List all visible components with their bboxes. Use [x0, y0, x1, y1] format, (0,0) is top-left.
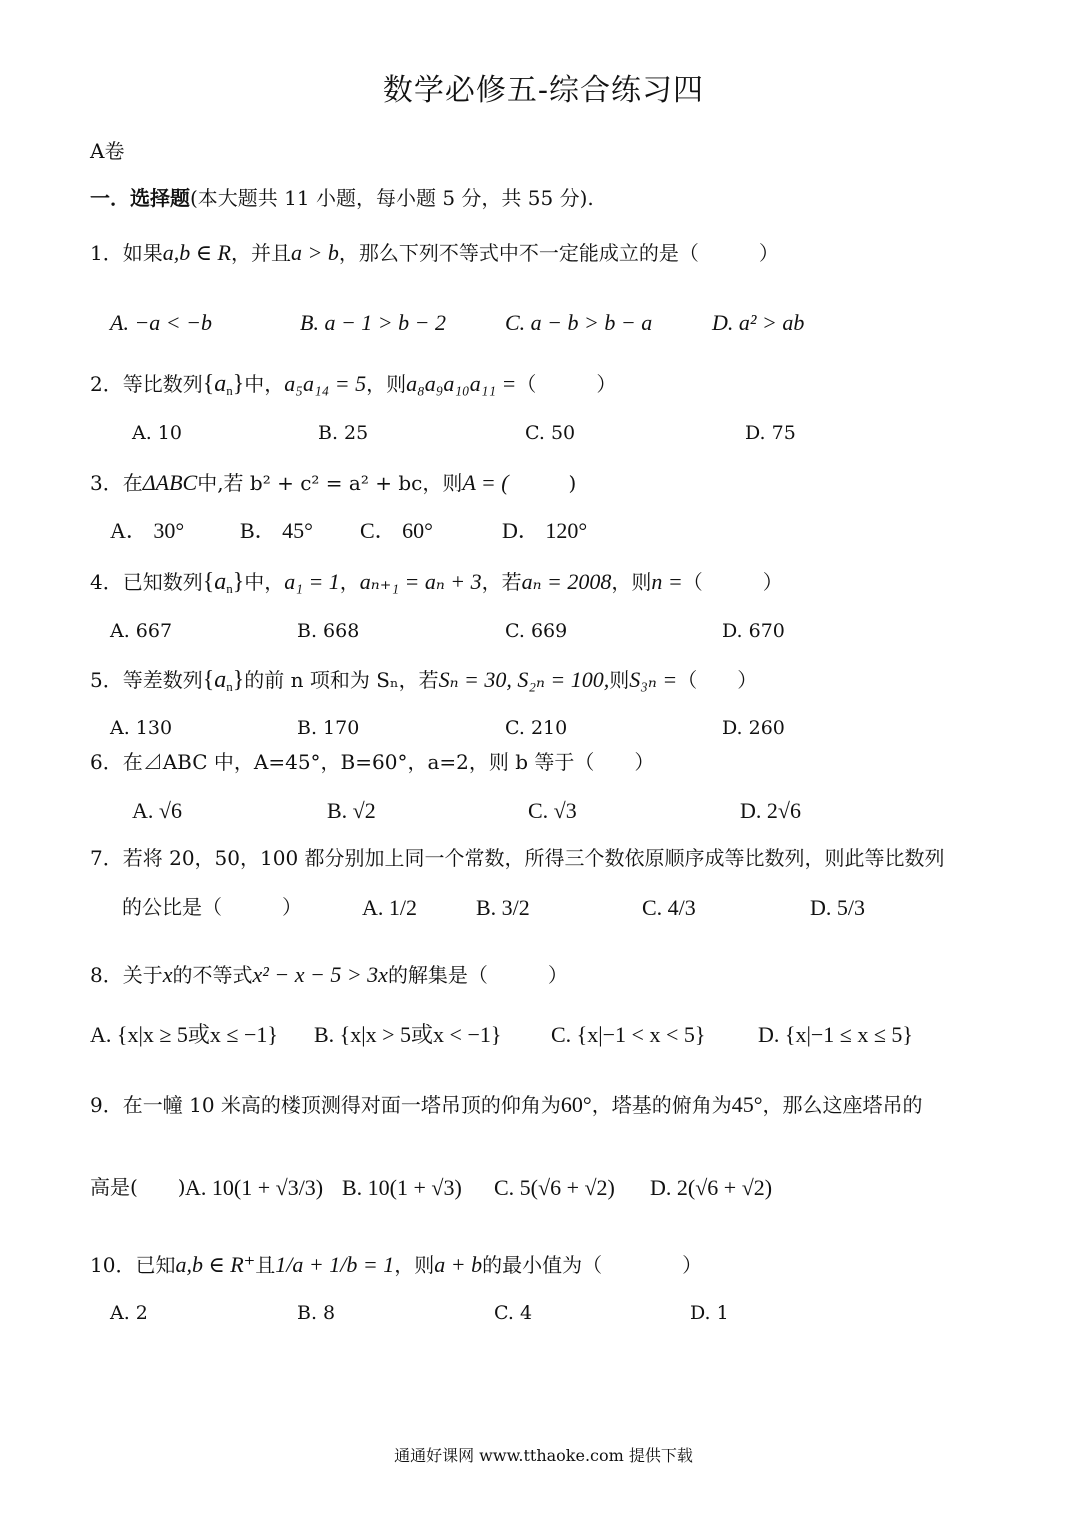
- option-b: B. 25: [318, 422, 369, 444]
- sequence-notation: $\{a_n\}$: [202, 569, 245, 596]
- question-4: [90, 570, 783, 595]
- question-text: 等比数列: [122, 372, 203, 396]
- option-b: B. 170: [297, 717, 360, 739]
- option-d: D. 5/3: [810, 895, 865, 920]
- question-text: ，塔基的俯角为: [591, 1093, 732, 1117]
- option-a: A. 130: [110, 717, 173, 739]
- question-2: [90, 372, 616, 397]
- question-text: 的最小值为（ ）: [482, 1253, 703, 1277]
- option-d: D. 2√6: [740, 798, 801, 823]
- option-a: A. 2: [110, 1302, 148, 1324]
- question-text: （ ）: [677, 668, 758, 692]
- page-title: 数学必修五-综合练习四: [382, 73, 705, 108]
- math-expression: 45°: [731, 1092, 763, 1117]
- option-a: A. {x|x ≥ 5或x ≤ −1}: [90, 1022, 278, 1047]
- question-text: 中,若 b² + c² = a² + bc，则: [197, 471, 463, 495]
- option-c: C. 210: [505, 717, 568, 739]
- option-d: D. 1: [690, 1302, 729, 1324]
- math-expression: a₈a₉a₁₀a₁₁ =: [406, 371, 517, 396]
- question-text: ，则: [611, 570, 652, 594]
- question-text: 已知数列: [122, 570, 203, 594]
- question-1: [90, 242, 779, 264]
- question-text: （ ）: [516, 372, 617, 396]
- question-number: 10．: [90, 1253, 136, 1277]
- question-text: ，那么这座塔吊的: [762, 1093, 923, 1117]
- option-d: D. a² > ab: [712, 310, 805, 335]
- option-a: A. √6: [132, 798, 182, 823]
- question-text: ，若: [481, 570, 522, 594]
- math-expression: a,b ∈ R: [162, 240, 231, 265]
- question-7: [90, 848, 945, 868]
- question-number: 3．: [90, 471, 123, 495]
- option-b: B. 668: [297, 620, 360, 642]
- math-expression: x² − x − 5 > 3x: [252, 962, 388, 987]
- footer-credit: 通通好课网 www.tthaoke.com 提供下载: [394, 1446, 693, 1465]
- option-a: A. −a < −b: [110, 310, 212, 335]
- option-b: B. 10(1 + √3): [342, 1175, 462, 1200]
- option-c: C. 5(√6 + √2): [494, 1175, 615, 1200]
- question-text: 中，: [244, 372, 285, 396]
- option-c: C. {x|−1 < x < 5}: [551, 1022, 706, 1047]
- math-expression: S₃ₙ =: [629, 667, 678, 692]
- question-text: ，并且: [230, 241, 291, 265]
- option-c: C. 4/3: [642, 895, 696, 920]
- math-expression: ΔABC: [142, 470, 198, 495]
- option-c: C. a − b > b − a: [505, 310, 653, 335]
- question-text: ): [508, 471, 577, 495]
- question-number: 2．: [90, 372, 123, 396]
- question-text: 已知: [135, 1253, 176, 1277]
- question-text: ，那么下列不等式中不一定能成立的是（ ）: [338, 241, 779, 265]
- question-text: ，则: [366, 372, 407, 396]
- math-expression: 1/a + 1/b = 1: [275, 1252, 395, 1277]
- question-text: 在一幢 10 米高的楼顶测得对面一塔吊顶的仰角为: [122, 1093, 561, 1117]
- option-b: B. 3/2: [476, 895, 530, 920]
- option-d: D. 670: [722, 620, 785, 642]
- option-b: B. 8: [297, 1302, 336, 1324]
- option-b: B. a − 1 > b − 2: [300, 310, 446, 335]
- option-a: A. 10: [132, 422, 182, 444]
- question-text: 则: [609, 668, 630, 692]
- option-c: C. 4: [494, 1302, 533, 1324]
- question-text: 且: [255, 1253, 276, 1277]
- question-text: 关于: [122, 963, 163, 987]
- option-c: C. 50: [525, 422, 576, 444]
- question-text: ，则: [394, 1253, 435, 1277]
- sequence-notation: $\{a_n\}$: [202, 667, 245, 694]
- question-text: 的解集是（ ）: [387, 963, 568, 987]
- option-a: A. 10(1 + √3/3): [185, 1175, 324, 1200]
- question-text: 如果: [122, 241, 163, 265]
- question-text: （ ）: [682, 570, 783, 594]
- section-desc: (本大题共 11 小题，每小题 5 分，共 55 分).: [190, 186, 594, 210]
- math-expression: aₙ₊₁ = aₙ + 3: [359, 569, 482, 594]
- option-b: B. {x|x > 5或x < −1}: [314, 1022, 502, 1047]
- question-text: 中，: [244, 570, 285, 594]
- question-number: 8．: [90, 963, 123, 987]
- option-a: A. 1/2: [362, 895, 417, 920]
- question-number: 6．: [90, 750, 123, 774]
- question-5: [90, 668, 757, 693]
- option-a: A． 30°: [110, 518, 185, 543]
- question-9: [90, 1094, 923, 1116]
- question-6: [90, 752, 654, 772]
- math-expression: a + b: [434, 1252, 483, 1277]
- option-a: A. 667: [110, 620, 173, 642]
- option-d: D. 2(√6 + √2): [650, 1175, 773, 1200]
- sequence-notation: $\{a_n\}$: [202, 371, 245, 398]
- question-3: [90, 472, 576, 494]
- volume-label: A卷: [90, 139, 125, 163]
- question-10: [90, 1254, 702, 1276]
- option-b: B． 45°: [240, 518, 313, 543]
- section-heading: [90, 188, 594, 208]
- question-number: 5．: [90, 668, 123, 692]
- math-expression: a₁ = 1: [284, 569, 340, 594]
- question-number: 9．: [90, 1093, 123, 1117]
- math-expression: 60°: [560, 1092, 592, 1117]
- math-expression: A = (: [462, 470, 509, 495]
- question-text: 等差数列: [122, 668, 203, 692]
- question-text: 在⊿ABC 中，A=45°，B=60°，a=2，则 b 等于（ ）: [122, 750, 655, 774]
- math-expression: Sₙ = 30, S₂ₙ = 100,: [438, 667, 610, 692]
- math-expression: a,b ∈ R⁺: [175, 1252, 256, 1277]
- math-expression: a > b: [290, 240, 339, 265]
- math-expression: x: [162, 962, 173, 987]
- question-9-continued: 高是( ): [90, 1175, 186, 1199]
- question-text: ，: [339, 570, 360, 594]
- question-number: 1．: [90, 241, 123, 265]
- question-7-continued: 的公比是（ ）: [122, 895, 302, 919]
- question-number: 4．: [90, 570, 123, 594]
- question-text: 的不等式: [172, 963, 253, 987]
- question-text: 的前 n 项和为 Sₙ，若: [244, 668, 439, 692]
- math-expression: a₅a₁₄ = 5: [284, 371, 367, 396]
- option-d: D. 75: [745, 422, 796, 444]
- option-b: B. √2: [327, 798, 376, 823]
- option-d: D. 260: [722, 717, 785, 739]
- question-text: 若将 20，50，100 都分别加上同一个常数，所得三个数依原顺序成等比数列，则此等比数列: [122, 846, 945, 870]
- question-number: 7．: [90, 846, 123, 870]
- section-label: 一．选择题: [90, 186, 190, 210]
- option-c: C. √3: [528, 798, 577, 823]
- option-c: C. 669: [505, 620, 568, 642]
- question-text: 在: [122, 471, 143, 495]
- math-expression: n =: [651, 569, 683, 594]
- option-c: C． 60°: [360, 518, 433, 543]
- option-d: D. {x|−1 ≤ x ≤ 5}: [758, 1022, 913, 1047]
- question-8: [90, 964, 568, 986]
- math-expression: aₙ = 2008: [521, 569, 612, 594]
- option-d: D． 120°: [502, 518, 588, 543]
